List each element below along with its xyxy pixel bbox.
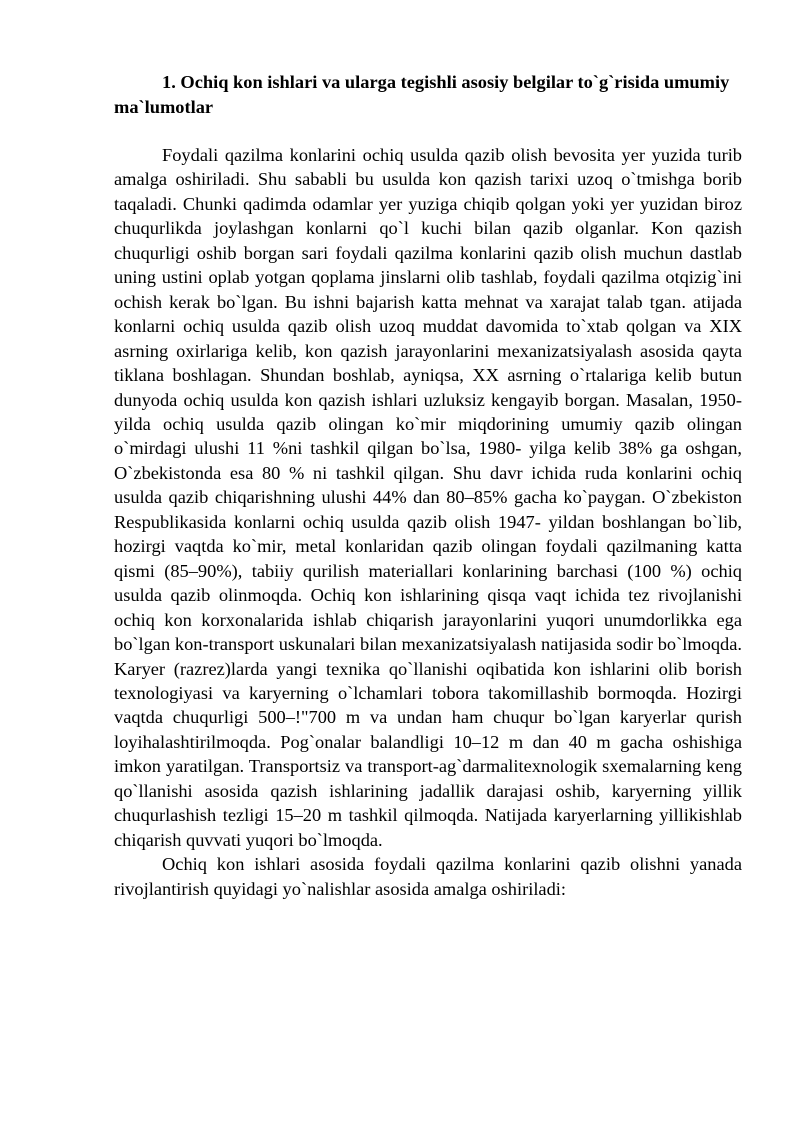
body-paragraph: Ochiq kon ishlari asosida foydali qazilma konlarini qazib olishni yanada rivojlantirish quyidagi yo`nalishlar asosida amalga oshiriladi:	[114, 854, 742, 899]
document-page	[114, 70, 742, 901]
section-heading: 1. Ochiq kon ishlari va ularga tegishli asosiy belgilar to`g`risida umumiy ma`lumotlar	[114, 72, 730, 117]
body-paragraph: Foydali qazilma konlarini ochiq usulda qazib olish bevosita yer yuzida turib amalga oshiriladi. Shu sababli bu usulda kon qazish tarixi uzoq o`tmishga borib taqaladi. Chunki qadimda odamlar yer yuziga chiqib qolgan yoki yer yuzidan biroz chuqurlikda joylashgan konlarni qo`l kuchi bilan qazib olganlar. Kon qazish chuqurligi oshib borgan sari foydali qazilma konlarini qazib olish muchun dastlab uning ustini oplab yotgan qoplama jinslarni olib tashlab, foydali qazilma otqizig`ini ochish kerak bo`lgan. Bu ishni bajarish katta mehnat va xarajat talab tgan. atijada konlarni ochiq usulda qazib olish uzoq muddat davomida to`xtab qolgan va XIX asrning oxirlariga kelib, kon qazish jarayonlarini mexanizatsiyalash asosida qayta tiklana boshlagan. Shundan boshlab, ayniqsa, XX asrning o`rtalariga kelib butun dunyoda ochiq usulda kon qazish ishlari uzluksiz kengayib borgan. Masalan, 1950- yilda ochiq usulda qazib olingan ko`mir miqdorining umumiy qazib olingan o`mirdagi ulushi 11 %ni tashkil qilgan bo`lsa, 1980- yilga kelib 38% ga oshgan, O`zbekistonda esa 80 % ni tashkil qilgan. Shu davr ichida ruda konlarini ochiq usulda qazib chiqarishning ulushi 44% dan 80–85% gacha ko`paygan. O`zbekiston Respublikasida konlarni ochiq usulda qazib olish 1947- yildan boshlangan bo`lib, hozirgi vaqtda ko`mir, metal konlaridan qazib olingan foydali qazilmaning katta qismi (85–90%), tabiiy qurilish materiallari konlarining barchasi (100 %) ochiq usulda qazib olinmoqda. Ochiq kon ishlarining qisqa vaqt ichida tez rivojlanishi ochiq kon korxonalarida ishlab chiqarish jarayonlarini yuqori unumdorlikka ega bo`lgan kon-transport uskunalari bilan mexanizatsiyalash natijasida sodir bo`lmoqda. Karyer (razrez)larda yangi texnika qo`llanishi oqibatida kon ishlarini olib borish texnologiyasi va karyerning o`lchamlari tobora takomillashib bormoqda. Hozirgi vaqtda chuqurligi 500–!"700 m va undan ham chuqur bo`lgan karyerlar qurish loyihalashtirilmoqda. Pog`onalar balandligi 10–12 m dan 40 m gacha oshishiga imkon yaratilgan. Transportsiz va transport-ag`darmalitexnologik sxemalarning keng qo`llanishi asosida qazish ishlarining jadallik darajasi oshib, karyerning yillik chuqurlashish tezligi 15–20 m tashkil qilmoqda. Natijada karyerlarning yillikishlab chiqarish quvvati yuqori bo`lmoqda.	[114, 145, 742, 850]
